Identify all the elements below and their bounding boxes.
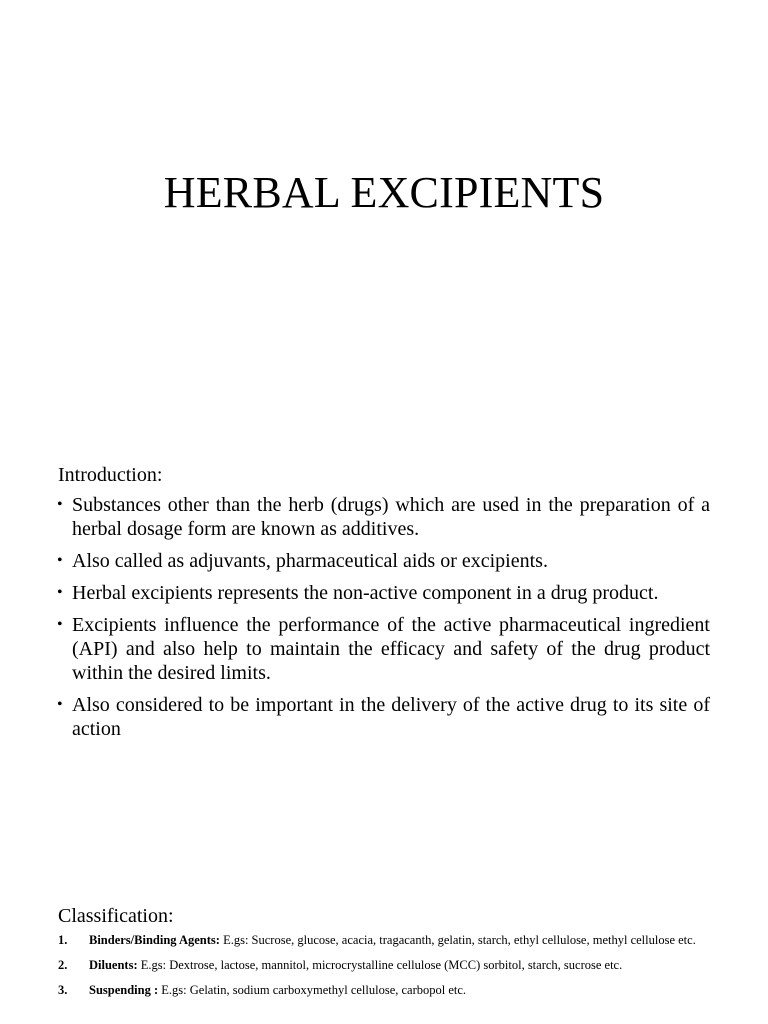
classification-section [58,903,710,1008]
bullet-text: Herbal excipients represents the non-active component in a drug product. [72,582,659,604]
list-item [58,549,710,573]
item-text: E.gs: Sucrose, glucose, acacia, tragacanth, gelatin, starch, ethyl cellulose, methyl cellulose etc. [219,933,696,947]
classification-list [58,933,710,998]
bullet-icon: • [57,552,63,569]
bullet-text: Substances other than the herb (drugs) which are used in the preparation of a herbal dosage form are known as additives. [72,494,710,540]
item-text: E.gs: Dextrose, lactose, mannitol, microcrystalline cellulose (MCC) sorbitol, starch, sucrose etc. [137,958,623,972]
document-title: HERBAL EXCIPIENTS [163,168,605,217]
item-number: 3. [58,983,68,997]
item-number: 2. [58,958,68,972]
bullet-icon: • [57,584,63,601]
classification-heading: Classification: [58,905,174,927]
bullet-text: Excipients influence the performance of the active pharmaceutical ingredient (API) and also help to maintain the efficacy and safety of the drug product within the desired limits. [72,614,710,684]
list-item [58,933,710,948]
bullet-text: Also called as adjuvants, pharmaceutical aids or excipients. [72,550,548,572]
introduction-list [58,493,710,741]
bullet-text: Also considered to be important in the delivery of the active drug to its site of action [72,694,710,740]
list-item [58,613,710,685]
bullet-icon: • [57,696,63,713]
bullet-icon: • [57,496,63,513]
bullet-icon: • [57,616,63,633]
introduction-heading: Introduction: [58,464,163,486]
item-term: Suspending : [89,983,159,997]
introduction-section [58,462,710,749]
item-text: E.gs: Gelatin, sodium carboxymethyl cellulose, carbopol etc. [158,983,467,997]
item-term: Binders/Binding Agents: [89,933,220,947]
list-item [58,693,710,741]
list-item [58,581,710,605]
list-item [58,958,710,973]
list-item [58,493,710,541]
item-number: 1. [58,933,68,947]
item-term: Diluents: [89,958,138,972]
list-item [58,983,710,998]
